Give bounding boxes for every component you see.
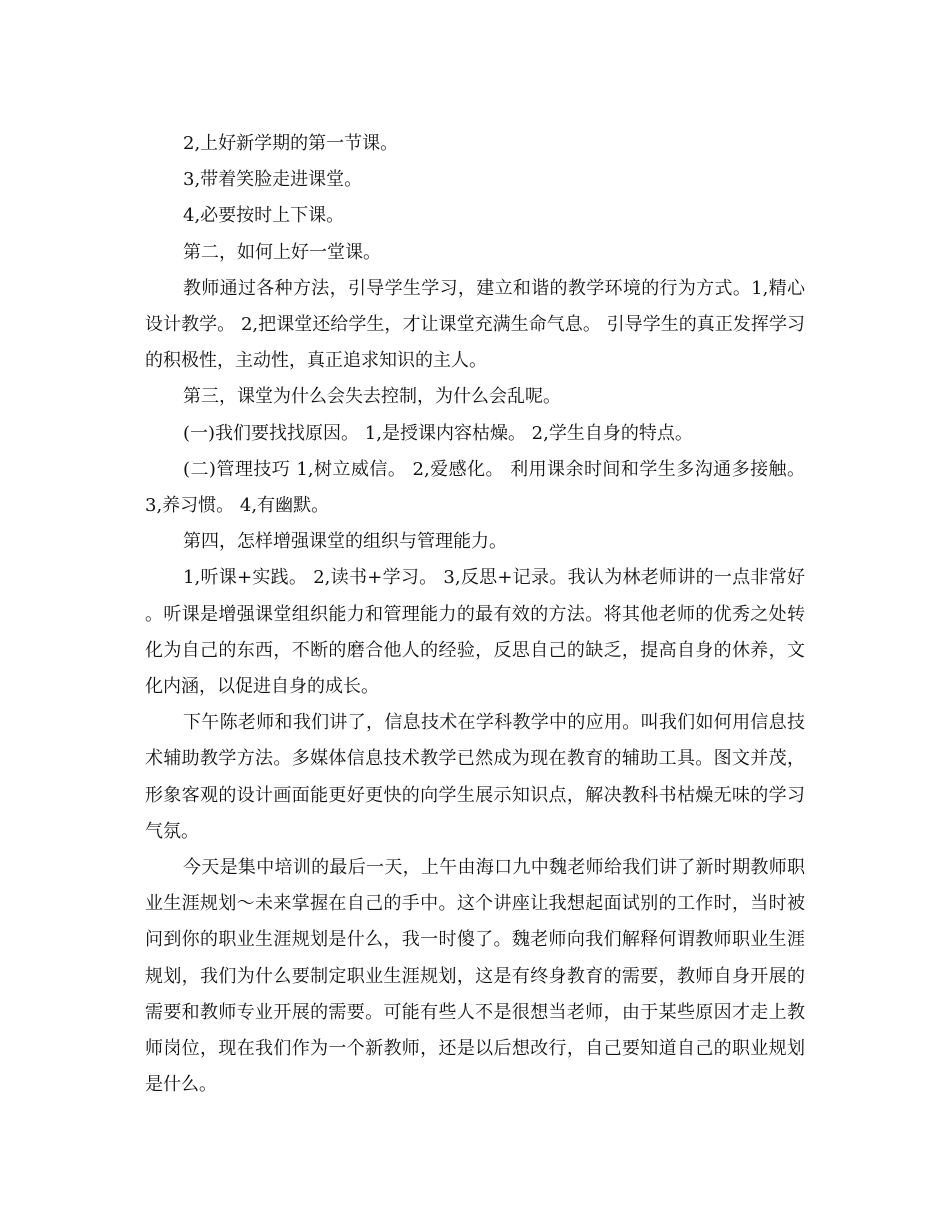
paragraph: 4,必要按时上下课。	[183, 205, 345, 227]
paragraph: 2,上好新学期的第一节课。	[183, 133, 399, 154]
section-heading: 第三，课堂为什么会失去控制，为什么会乱呢。	[183, 386, 561, 408]
paragraph: 3,带着笑脸走进课堂。	[183, 169, 363, 191]
paragraph: 下午陈老师和我们讲了，信息技术在学科教学中的应用。叫我们如何用信息技术辅助教学方法。多媒体信息技术教学已然成为现在教育的辅助工具。图文并茂，形象客观的设计画面能更好更快的向学生展示知识点，解决教科书枯燥无味的学习气氛。	[145, 712, 805, 842]
paragraph: 1,听课+实践。 2,读书+学习。 3,反思+记录。我认为林老师讲的一点非常好。听课是增强课堂组织能力和管理能力的最有效的方法。将其他老师的优秀之处转化为自己的东西，不断的磨合他人的经验，反思自己的缺乏，提高自身的休养，文化内涵，以促进自身的成长。	[145, 567, 805, 698]
paragraph: (一)我们要找找原因。 1,是授课内容枯燥。 2,学生自身的特点。	[183, 422, 693, 444]
section-heading: 第二，如何上好一堂课。	[183, 241, 381, 263]
paragraph: (二)管理技巧 1,树立威信。 2,爱感化。 利用课余时间和学生多沟通多接触。 3,养习惯。 4,有幽默。	[145, 458, 805, 517]
paragraph: 教师通过各种方法，引导学生学习，建立和谐的教学环境的行为方式。1,精心设计教学。 2,把课堂还给学生，才让课堂充满生命气息。 引导学生的真正发挥学习的积极性，主动性，真正追求知识的主人。	[145, 277, 805, 372]
document-body	[145, 126, 805, 1103]
section-heading: 第四，怎样增强课堂的组织与管理能力。	[183, 531, 507, 553]
paragraph: 今天是集中培训的最后一天，上午由海口九中魏老师给我们讲了新时期教师职业生涯规划～未来掌握在自己的手中。这个讲座让我想起面试别的工作时，当时被问到你的职业生涯规划是什么，我一时傻了。魏老师向我们解释何谓教师职业生涯规划，我们为什么要制定职业生涯规划，这是有终身教育的需要，教师自身开展的需要和教师专业开展的需要。可能有些人不是很想当老师，由于某些原因才走上教师岗位，现在我们作为一个新教师，还是以后想改行，自己要知道自己的职业规划是什么。	[145, 857, 805, 1096]
